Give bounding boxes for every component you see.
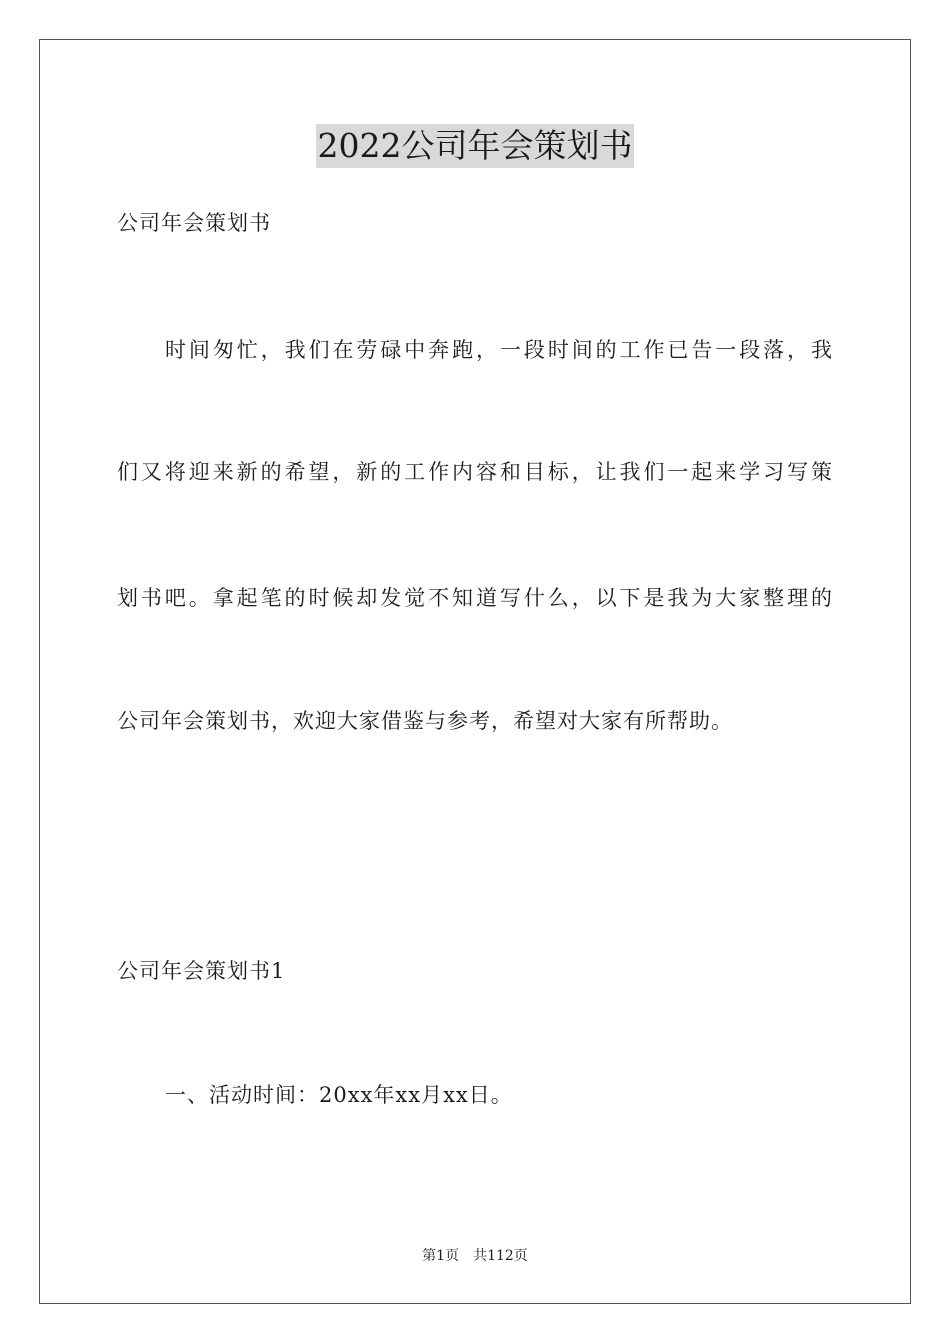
section-heading: 公司年会策划书1: [117, 959, 286, 983]
document-title: 2022公司年会策划书: [316, 124, 635, 168]
activity-time-line: 一、活动时间：20xx年xx月xx日。: [165, 1083, 513, 1107]
intro-line-2: 们又将迎来新的希望，新的工作内容和目标，让我们一起来学习写策: [117, 460, 833, 484]
document-subtitle: 公司年会策划书: [117, 211, 271, 235]
page-number-footer: 第1页 共112页: [422, 1248, 528, 1264]
intro-line-1: 时间匆忙，我们在劳碌中奔跑，一段时间的工作已告一段落，我: [165, 338, 833, 362]
intro-line-4: 公司年会策划书，欢迎大家借鉴与参考，希望对大家有所帮助。: [117, 709, 733, 733]
intro-line-3: 划书吧。拿起笔的时候却发觉不知道写什么，以下是我为大家整理的: [117, 586, 833, 610]
title-container: [0, 124, 950, 168]
